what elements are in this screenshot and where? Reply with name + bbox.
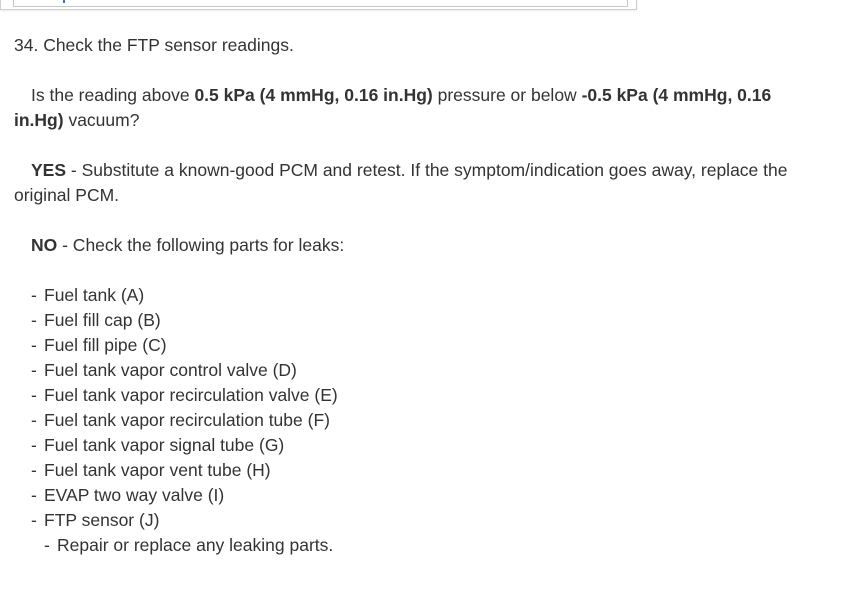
step-question	[14, 83, 814, 133]
list-item	[31, 408, 814, 433]
list-dash: -	[31, 285, 37, 305]
list-dash: -	[31, 410, 37, 430]
list-dash: -	[31, 385, 37, 405]
list-item-text: EVAP two way valve (I)	[44, 485, 225, 505]
list-item	[31, 308, 814, 333]
repair-text: Repair or replace any leaking parts.	[57, 535, 334, 555]
list-item	[31, 358, 814, 383]
yes-answer	[14, 158, 814, 208]
list-dash: -	[31, 510, 37, 530]
no-text: - Check the following parts for leaks:	[57, 235, 345, 255]
question-suffix: vacuum?	[63, 110, 140, 130]
list-item-text: Fuel tank (A)	[44, 285, 145, 305]
list-item	[31, 333, 814, 358]
list-item-text: Fuel tank vapor signal tube (G)	[44, 435, 285, 455]
list-item-text: Fuel tank vapor recirculation valve (E)	[44, 385, 338, 405]
procedure-content	[14, 33, 814, 558]
list-item-text: Fuel tank vapor vent tube (H)	[44, 460, 271, 480]
list-item	[31, 283, 814, 308]
list-item	[31, 508, 814, 533]
question-value-vacuum: -0.5 kPa (4 mmHg, 0.16 in.Hg)	[14, 85, 772, 130]
step-title: 34. Check the FTP sensor readings.	[14, 35, 294, 55]
list-item	[31, 458, 814, 483]
list-item	[31, 433, 814, 458]
list-item-text: FTP sensor (J)	[44, 510, 160, 530]
list-dash: -	[31, 335, 37, 355]
list-dash: -	[31, 435, 37, 455]
question-middle: pressure or below	[432, 85, 582, 105]
top-image-frame	[0, 0, 637, 10]
list-dash: -	[31, 485, 37, 505]
list-dash: -	[31, 360, 37, 380]
no-answer	[14, 233, 814, 258]
yes-label: YES	[31, 160, 67, 180]
question-prefix: Is the reading above	[31, 85, 195, 105]
top-image-inner-border	[13, 0, 628, 7]
yes-text: - Substitute a known-good PCM and retest. If the symptom/indication goes away, replace the original PCM.	[14, 160, 788, 205]
list-item-text: Fuel fill cap (B)	[44, 310, 161, 330]
list-item-text: Fuel tank vapor recirculation tube (F)	[44, 410, 330, 430]
list-item-text: Fuel tank vapor control valve (D)	[44, 360, 297, 380]
top-image-blue-mark	[63, 0, 65, 3]
list-item-text: Fuel fill pipe (C)	[44, 335, 167, 355]
list-dash: -	[31, 310, 37, 330]
question-value-pressure: 0.5 kPa (4 mmHg, 0.16 in.Hg)	[194, 85, 433, 105]
list-dash: -	[44, 535, 50, 555]
repair-instruction	[14, 533, 814, 558]
list-item	[31, 383, 814, 408]
list-dash: -	[31, 460, 37, 480]
leak-check-parts-list	[14, 283, 814, 533]
list-item	[31, 483, 814, 508]
no-label: NO	[31, 235, 58, 255]
